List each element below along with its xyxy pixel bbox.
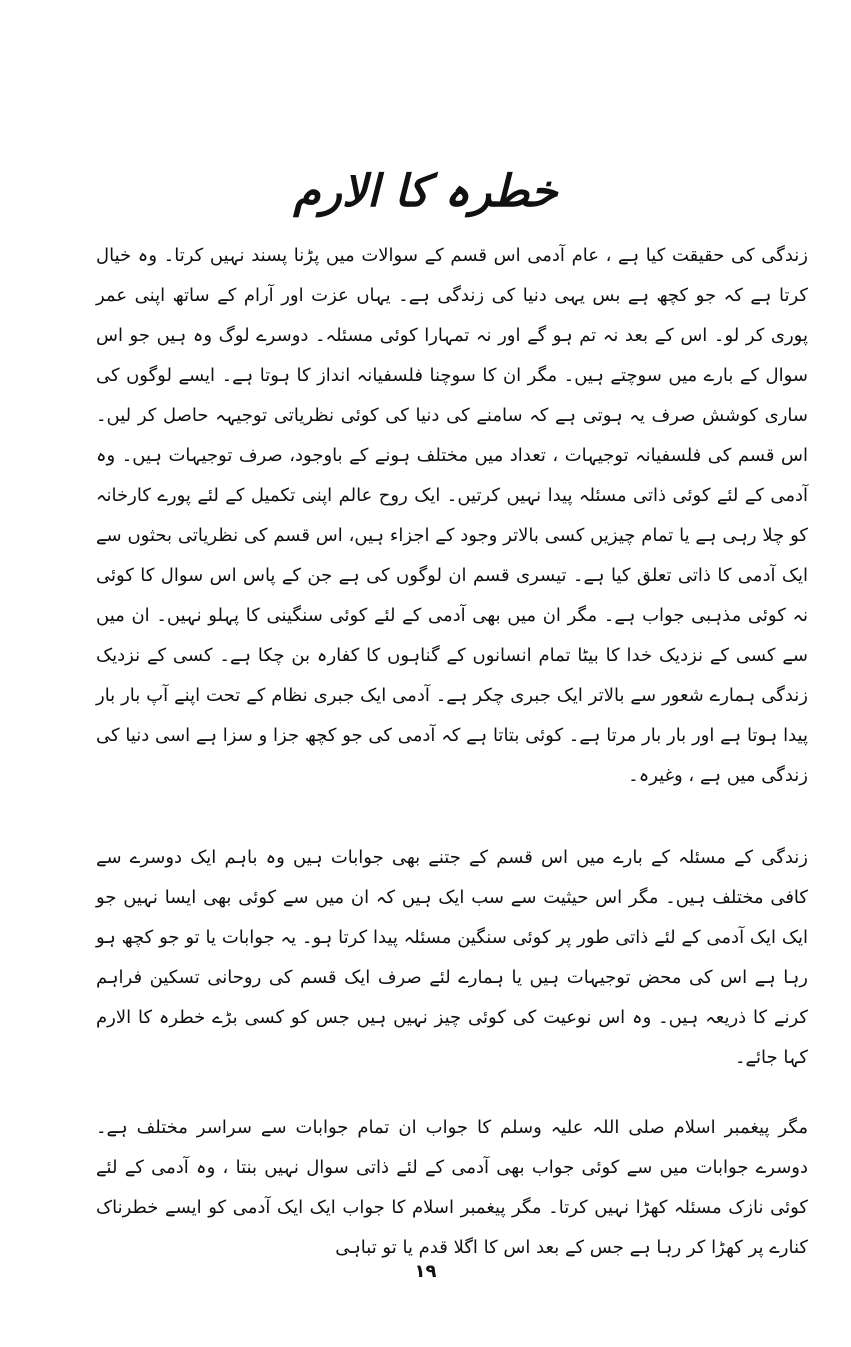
- chapter-title: خطرہ کا الارم: [293, 166, 558, 218]
- page-number: ۱۹: [414, 1261, 437, 1282]
- paragraph-2: زندگی کے مسئلہ کے بارے میں اس قسم کے جتنے بھی جوابات ہیں وہ باہم ایک دوسرے سے کافی مختلف ہیں۔ مگر اس حیثیت سے سب ایک ہیں کہ ان میں سے کوئی بھی ایسا نہیں جو ایک ایک آدمی کے لئے ذاتی طور پر کوئی سنگین مسئلہ پیدا کرتا ہو۔ یہ جوابات یا تو جو کچھ ہو رہا ہے اس کی محض توجیہات ہیں یا ہمارے لئے صرف ایک قسم کی روحانی تسکین فراہم کرنے کا ذریعہ ہیں۔ وہ اس نوعیت کی کوئی چیز نہیں ہیں جس کو کسی بڑے خطرہ کا الارم کہا جائے۔: [96, 847, 808, 1068]
- paragraph-1: زندگی کی حقیقت کیا ہے ، عام آدمی اس قسم کے سوالات میں پڑنا پسند نہیں کرتا۔ وہ خیال کرتا ہے کہ جو کچھ ہے بس یہی دنیا کی زندگی ہے۔ یہاں عزت اور آرام کے ساتھ اپنی عمر پوری کر لو۔ اس کے بعد نہ تم ہو گے اور نہ تمہارا کوئی مسئلہ۔ دوسرے لوگ وہ ہیں جو اس سوال کے بارے میں سوچتے ہیں۔ مگر ان کا سوچنا فلسفیانہ انداز کا ہوتا ہے۔ ایسے لوگوں کی ساری کوشش صرف یہ ہوتی ہے کہ سامنے کی دنیا کی کوئی نظریاتی توجیہہ حاصل کر لیں۔ اس قسم کی فلسفیانہ توجیہات ، تعداد میں مختلف ہونے کے باوجود، صرف توجیہات ہیں۔ وہ آدمی کے لئے کوئی ذاتی مسئلہ پیدا نہیں کرتیں۔ ایک روح عالم اپنی تکمیل کے لئے پورے کارخانہ کو چلا رہی ہے یا تمام چیزیں کسی بالاتر وجود کے اجزاء ہیں، اس قسم کی نظریاتی بحثوں سے ایک آدمی کا ذاتی تعلق کیا ہے۔ تیسری قسم ان لوگوں کی ہے جن کے پاس اس سوال کا کوئی نہ کوئی مذہبی جواب ہے۔ مگر ان میں بھی آدمی کے لئے کوئی سنگینی کا پہلو نہیں۔ ان میں سے کسی کے نزدیک خدا کا بیٹا تمام انسانوں کے گناہوں کا کفارہ بن چکا ہے۔ کسی کے نزدیک زندگی ہمارے شعور سے بالاتر ایک جبری چکر ہے۔ آدمی ایک جبری نظام کے تحت اپنے آپ بار بار پیدا ہوتا ہے اور بار بار مرتا ہے۔ کوئی بتاتا ہے کہ آدمی کی جو کچھ جزا و سزا ہے اسی دنیا کی زندگی میں ہے ، وغیرہ۔: [96, 245, 808, 786]
- paragraph-3: مگر پیغمبر اسلام صلی اللہ علیہ وسلم کا جواب ان تمام جوابات سے سراسر مختلف ہے۔ دوسرے جوابات میں سے کوئی جواب بھی آدمی کے لئے ذاتی سوال نہیں بنتا ، وہ آدمی کے لئے کوئی نازک مسئلہ کھڑا نہیں کرتا۔ مگر پیغمبر اسلام کا جواب ایک ایک آدمی کو ایسے خطرناک کنارے پر کھڑا کر رہا ہے جس کے بعد اس کا اگلا قدم یا تو تباہی: [96, 1117, 808, 1258]
